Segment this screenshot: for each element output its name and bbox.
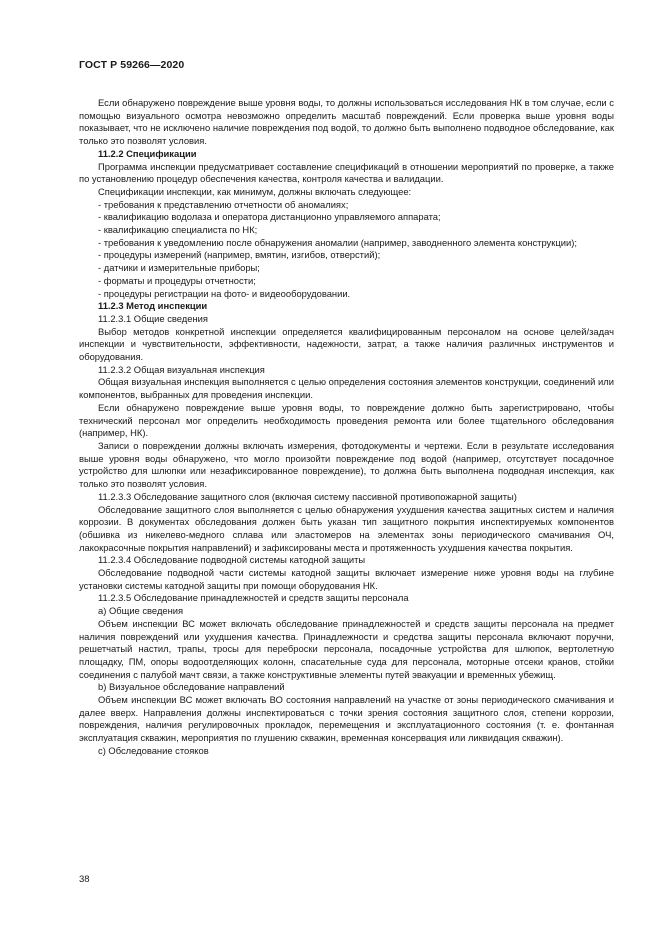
paragraph: Если обнаружено повреждение выше уровня воды, то должны использоваться исследования НК в том случае, если с помощью визуального осмотра невозможно определить масштаб повреждений. Если проверка выше уровня воды показывает, что не исключено наличие повреждения под водой, то должно быть выполнено подводное обследование, как только это позволят условия. [79, 97, 614, 147]
page-number: 38 [79, 874, 90, 885]
paragraph: Общая визуальная инспекция выполняется с целью определения состояния элементов конструкции, соединений или компонентов, выбранных для проведения инспекции. [79, 376, 614, 401]
document-body [79, 97, 614, 758]
paragraph: Записи о повреждении должны включать измерения, фотодокументы и чертежи. Если в результате исследования выше уровня воды обнаружено, что могло произойти повреждение под водой (например, отсутствует посадочное устройство для шлюпки или незафиксированное повреждение), то должна быть выполнена подводная инспекция, как только это позволят условия. [79, 439, 614, 490]
paragraph: Программа инспекции предусматривает составление спецификаций в отношении мероприятий по проверке, а также по установлению процедур обеспечения качества, контроля качества и валидации. [79, 160, 614, 185]
subsection-title: 11.2.3.4 Обследование подводной системы катодной защиты [98, 554, 366, 566]
paragraph: Объем инспекции ВС может включать ВО состояния направлений на участке от зоны периодического смачивания и далее вверх. Направления должны инспектироваться с точки зрения состояния защитного слоя, степени коррозии, повреждения, наличия регулировочных прокладок, перемещения и эксплуатационного состояния (т. е. фонтанная эксплуатация скважин, мероприятия по глушению скважин, временная консервация или ликвидация скважин). [79, 694, 614, 744]
subsection-title: 11.2.3.3 Обследование защитного слоя (включая систему пассивной противопожарной защиты) [98, 490, 517, 502]
section-heading: 11.2.3 Метод инспекции [98, 300, 208, 312]
paragraph: Обследование подводной части системы катодной защиты включает измерение ниже уровня воды на глубине установки системы катодной защиты при помощи оборудования НК. [79, 567, 614, 591]
section-heading: 11.2.2 Спецификации [98, 147, 197, 159]
paragraph: Обследование защитного слоя выполняется с целью обнаружения ухудшения качества защитных систем и наличия коррозии. В документах обследования должен быть указан тип защитного покрытия инспектируемых компонентов (обшивка из никелево-медного сплава или эластомеров на элементах зоны периодического смачивания ОЧ, лакокрасочные покрытия направлений) и зафиксированы места и протяженность ухудшения качества покрытия. [79, 503, 614, 553]
subsection-title: 11.2.3.5 Обследование принадлежностей и средств защиты персонала [98, 592, 409, 604]
subsection-title: 11.2.3.1 Общие сведения [98, 312, 208, 324]
document-header: ГОСТ Р 59266—2020 [79, 59, 185, 71]
list-item: - форматы и процедуры отчетности; [98, 274, 256, 286]
list-item: - квалификацию водолаза и оператора дистанционно управляемого аппарата; [98, 211, 441, 223]
list-item: - требования к представлению отчетности об аномалиях; [98, 198, 349, 210]
list-item: - датчики и измерительные приборы; [98, 262, 260, 274]
paragraph: Если обнаружено повреждение выше уровня воды, то повреждение должно быть зарегистрировано, чтобы технический персонал мог определить необходимость проведения ремонта или более тщательного обследования (например, НК). [79, 401, 614, 439]
paragraph: Спецификации инспекции, как минимум, должны включать следующее: [98, 185, 412, 197]
paragraph: Выбор методов конкретной инспекции определяется квалифицированным персоналом на основе целей/задач инспекции и чувствительности, эффективности, надежности, затрат, а также наличия различных инструментов и оборудования. [79, 325, 614, 363]
list-item: - квалификацию специалиста по НК; [98, 224, 258, 236]
list-item: - процедуры регистрации на фото- и видеооборудовании. [98, 287, 351, 299]
list-item: - требования к уведомлению после обнаружения аномалии (например, заводненного элемента конструкции); [98, 236, 577, 248]
list-item-title: c) Обследование стояков [98, 744, 209, 756]
list-item: - процедуры измерений (например, вмятин, изгибов, отверстий); [98, 249, 381, 261]
list-item-title: b) Визуальное обследование направлений [98, 681, 285, 693]
paragraph: Объем инспекции ВС может включать обследование принадлежностей и средств защиты персонала на предмет наличия повреждений или ухудшения качества. Принадлежности и средства защиты персонала включают поручни, решетчатый настил, трапы, тросы для переброски персонала, посадочные устройства для шлюпок, вертолетную площадку, ПМ, опоры водоотделяющих колонн, спасательные суда для персонала, моторные отсеки кранов, стойки соединения с палубой мачт связи, а также конструктивные элементы путей эвакуации и временных убежищ. [79, 617, 614, 680]
subsection-title: 11.2.3.2 Общая визуальная инспекция [98, 363, 265, 375]
list-item-title: a) Общие сведения [98, 605, 184, 617]
